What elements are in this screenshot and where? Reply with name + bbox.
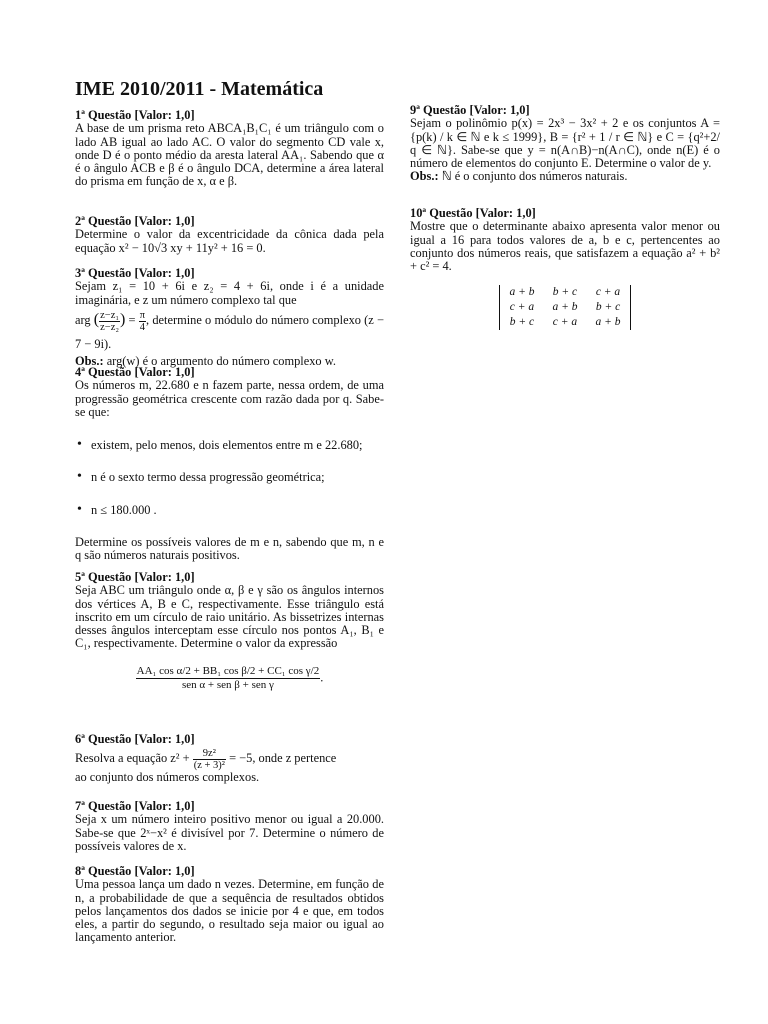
- equation-prefix: Resolva a equação z² +: [75, 751, 190, 766]
- question-6-equation: [75, 746, 384, 771]
- determinant-matrix: [499, 285, 630, 330]
- matrix-cell: b + c: [509, 316, 535, 329]
- question-10: [410, 207, 720, 330]
- question-5-text: Seja ABC um triângulo onde α, β e γ são os ângulos internos dos vértices A, B e C, respectivamente. Esse triângulo está inscrito em um círculo de raio unitário. As bissetrizes internas desses ângulos interceptam esse círculo nos pontos A₁, B₁ e C₁, respectivamente. Determine o valor da expressão: [75, 583, 384, 651]
- list-item: • n ≤ 180.000 .: [75, 504, 384, 517]
- question-6-text-2: ao conjunto dos números complexos.: [75, 769, 260, 784]
- arg-fraction-numerator: z−z₁: [100, 309, 120, 321]
- question-10-text: Mostre que o determinante abaixo apresenta valor menor ou igual a 16 para todos valores de a, b e c, pertencentes ao conjunto dos números reais, que satisfazem a equação a² + b² + c² = 4.: [410, 219, 720, 274]
- pi-denominator: 4: [139, 321, 146, 333]
- expression-denominator: sen α + sen β + sen γ: [182, 678, 274, 691]
- list-item: • existem, pelo menos, dois elementos entre m e 22.680;: [75, 439, 384, 452]
- question-3-heading: 3ª Questão [Valor: 1,0]: [75, 266, 195, 280]
- question-9-text: Sejam o polinômio p(x) = 2x³ − 3x² + 2 e os conjuntos A = {p(k) / k ∈ ℕ e k ≤ 1999}, B = {r² + 1 / r ∈ ℕ} e C = {q²+2/ q ∈ ℕ}. Sabe-se que y = n(A∩B)−n(A∩C), onde n(E) é o número de elementos do conjunto E. Determine o valor de y.: [410, 116, 720, 171]
- matrix-cell: c + a: [595, 286, 621, 299]
- page-title: IME 2010/2011 - Matemática: [75, 78, 324, 100]
- determinant: [410, 285, 720, 330]
- question-1-text: A base de um prisma reto ABCA₁B₁C₁ é um triângulo com o lado AB igual ao lado AC. O valor do segmento CD vale x, onde D é o ponto médio da aresta lateral AA₁. Sabendo que α é o ângulo ACB e β é o ângulo DCA, determine a área lateral do prisma em função de x, α e β.: [75, 121, 384, 189]
- question-9: [410, 104, 720, 184]
- matrix-cell: a + b: [509, 286, 535, 299]
- question-9-heading: 9ª Questão [Valor: 1,0]: [410, 103, 530, 117]
- obs-label: Obs.:: [410, 169, 439, 184]
- question-8-heading: 8ª Questão [Valor: 1,0]: [75, 864, 195, 878]
- obs-label: Obs.:: [75, 353, 104, 368]
- equation-fraction-numerator: 9z²: [193, 748, 226, 760]
- question-4-heading: 4ª Questão [Valor: 1,0]: [75, 365, 195, 379]
- matrix-cell: b + c: [552, 286, 578, 299]
- question-1-heading: 1ª Questão [Valor: 1,0]: [75, 108, 195, 122]
- matrix-cell: b + c: [595, 301, 621, 314]
- question-2: [75, 215, 384, 255]
- question-8: [75, 865, 384, 945]
- question-3-obs: arg(w) é o argumento do número complexo w.: [106, 353, 336, 368]
- question-9-obs: ℕ é o conjunto dos números naturais.: [441, 169, 628, 184]
- arg-fraction-denominator: z−z₂: [100, 321, 120, 333]
- question-5-heading: 5ª Questão [Valor: 1,0]: [75, 570, 195, 584]
- matrix-cell: a + b: [552, 301, 578, 314]
- matrix-cell: a + b: [595, 316, 621, 329]
- question-3: [75, 267, 384, 368]
- question-7-text: Seja x um número inteiro positivo menor ou igual a 20.000. Sabe-se que 2ˣ−x² é divisível por 7. Determine o número de possíveis valores de x.: [75, 812, 384, 853]
- equation-fraction-denominator: (z + 3)²: [193, 759, 225, 771]
- question-4-conditions: [75, 439, 384, 517]
- question-5: [75, 571, 384, 692]
- equals-sign: =: [128, 312, 136, 327]
- list-item: • n é o sexto termo dessa progressão geométrica;: [75, 471, 384, 484]
- equation-suffix: = −5, onde z pertence: [229, 751, 337, 766]
- question-3-text-2: , determine o módulo do número complexo (z − 7 − 9i).: [75, 312, 384, 351]
- question-8-text: Uma pessoa lança um dado n vezes. Determine, em função de n, a probabilidade de que a sequência de resultados obtidos pelos lançamentos dos dados se inicie por 4 e que, em todos eles, a partir do segundo, o resultado seja maior ou igual ao lançamento anterior.: [75, 877, 384, 945]
- matrix-cell: c + a: [509, 301, 535, 314]
- question-6-heading: 6ª Questão [Valor: 1,0]: [75, 732, 195, 746]
- question-2-heading: 2ª Questão [Valor: 1,0]: [75, 214, 195, 228]
- question-2-text: Determine o valor da excentricidade da cônica dada pela equação x² − 10√3 xy + 11y² + 16 = 0.: [75, 227, 384, 255]
- expression-numerator: AA₁ cos α/2 + BB₁ cos β/2 + CC₁ cos γ/2: [136, 664, 320, 677]
- question-3-equation: arg ( $\frac{\text{z−z₁}}{\text{z−z₂}}$ ) = $\frac{\pi}{4}$ , determine o módulo do número complexo (z − 7 − 9i).: [75, 309, 384, 351]
- question-5-expression: [75, 665, 384, 692]
- question-7: [75, 800, 384, 853]
- question-7-heading: 7ª Questão [Valor: 1,0]: [75, 799, 195, 813]
- arg-fraction: [99, 310, 120, 333]
- expression-end: .: [320, 670, 324, 685]
- pi-fraction: [139, 310, 146, 333]
- question-4-text-2: Determine os possíveis valores de m e n, sabendo que m, n e q são números naturais positivos.: [75, 535, 384, 563]
- question-1: [75, 109, 384, 189]
- question-4-text: Os números m, 22.680 e n fazem parte, nessa ordem, de uma progressão geométrica crescente com razão dada por q. Sabe-se que:: [75, 378, 384, 419]
- arg-label: arg: [75, 312, 91, 327]
- question-10-heading: 10ª Questão [Valor: 1,0]: [410, 206, 536, 220]
- question-3-text: Sejam z₁ = 10 + 6i e z₂ = 4 + 6i, onde i é a unidade imaginária, e z um número complexo tal que: [75, 279, 384, 307]
- question-4: [75, 366, 384, 563]
- pi-numerator: π: [139, 309, 146, 321]
- question-6: [75, 733, 384, 784]
- matrix-cell: c + a: [552, 316, 578, 329]
